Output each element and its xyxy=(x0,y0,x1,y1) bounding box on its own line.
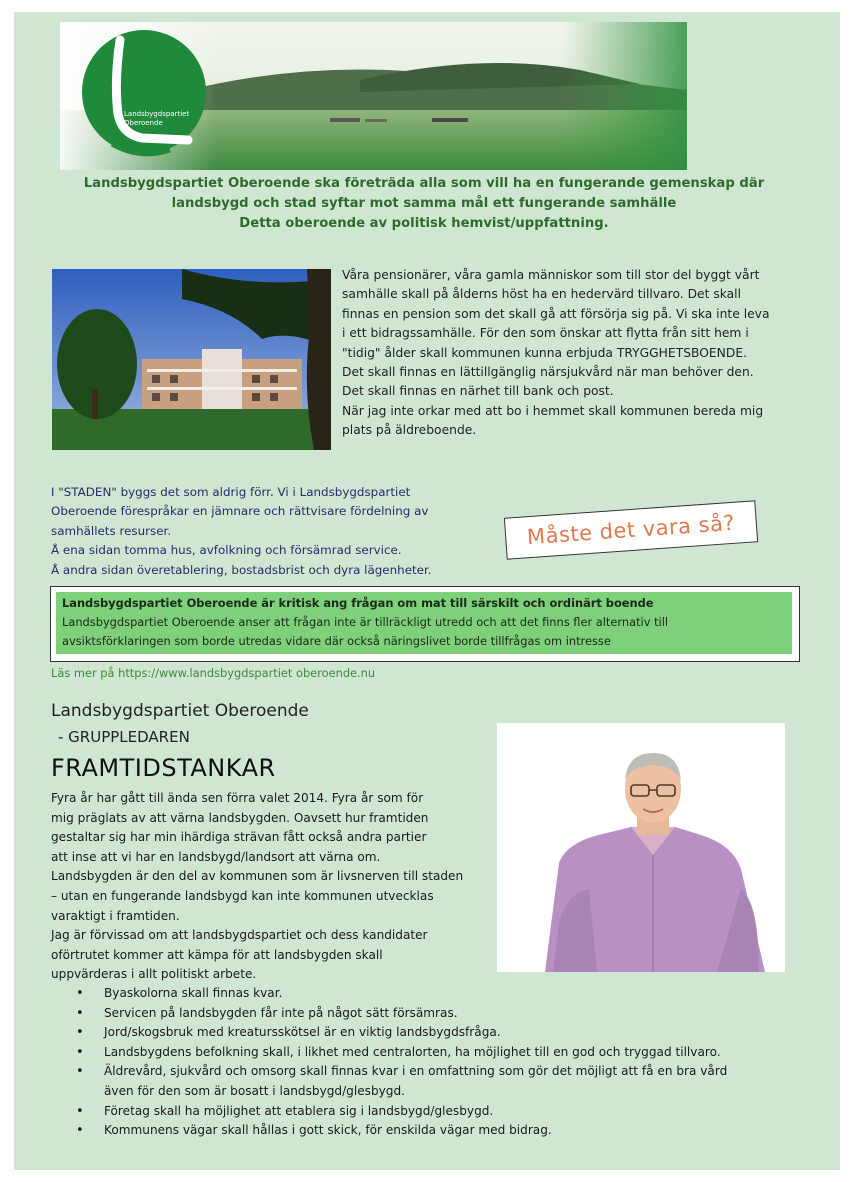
header-banner xyxy=(60,22,687,170)
food-policy-title: Landsbygdspartiet Oberoende är kritisk ang frågan om mat till särskilt och ordinärt boende xyxy=(62,596,654,610)
callout-text: Måste det vara så? xyxy=(526,510,736,550)
text-line: Å ena sidan tomma hus, avfolkning och försämrad service. xyxy=(51,543,402,558)
pension-paragraph xyxy=(342,266,792,441)
text-line: i ett bidragssamhälle. För den som önskar att flytta från sitt hem i xyxy=(342,326,749,341)
article-body xyxy=(51,789,491,985)
text-line: gestaltar sig har min ihärdiga strävan fått också andra partier xyxy=(51,830,427,845)
food-policy-line: Landsbygdspartiet Oberoende anser att frågan inte är tillräckligt utredd och att det finns fler alternativ till xyxy=(62,615,669,629)
text-line: När jag inte orkar med att bo i hemmet skall kommunen bereda mig xyxy=(342,403,764,418)
food-policy-content xyxy=(56,592,792,654)
text-line: plats på äldreboende. xyxy=(342,423,477,438)
text-line: Fyra år har gått till ända sen förra valet 2014. Fyra år som för xyxy=(51,791,424,805)
list-item: • Kommunens vägar skall hållas i gott skick, för enskilda vägar med bidrag. xyxy=(76,1121,796,1141)
callout-box xyxy=(504,500,758,559)
slogan-line: Detta oberoende av politisk hemvist/uppfattning. xyxy=(239,216,609,231)
list-item-continuation: även för den som är bosatt i landsbygd/glesbygd. xyxy=(104,1083,405,1098)
logo-wordmark xyxy=(124,110,204,128)
party-heading: Landsbygdspartiet Oberoende xyxy=(51,701,309,721)
list-item: • Byaskolorna skall finnas kvar. xyxy=(76,984,796,1004)
logo-text-line2: Oberoende xyxy=(124,119,163,127)
text-line: samhällets resurser. xyxy=(51,523,172,538)
list-item: • Landsbygdens befolkning skall, i likhet med centralorten, ha möjlighet till en god och tryggad tillvaro. xyxy=(76,1043,796,1063)
text-line: samhälle skall på ålderns höst ha en hedervärd tillvaro. Det skall xyxy=(342,287,742,302)
text-line: Oberoende förespråkar en jämnare och rättvisare fördelning av xyxy=(51,504,429,519)
group-leader-portrait xyxy=(497,723,785,972)
text-line: mig präglats av att värna landsbygden. Oavsett hur framtiden xyxy=(51,810,429,825)
text-line: Det skall finnas en lättillgänglig närsjukvård när man behöver den. xyxy=(342,365,754,380)
read-more-link[interactable]: Läs mer på https://www.landsbygdspartiet oberoende.nu xyxy=(51,666,376,680)
text-line: finnas en pension som det skall gå att försörja sig på. Vi ska inte leva xyxy=(342,306,770,321)
text-line: uppvärderas i allt politiskt arbete. xyxy=(51,967,257,982)
landscape-illustration xyxy=(60,22,687,170)
text-line: Å andra sidan överetablering, bostadsbrist och dyra lägenheter. xyxy=(51,562,432,577)
text-line: oförtrutet kommer att kämpa för att landsbygden skall xyxy=(51,947,383,962)
flyer-page xyxy=(14,12,840,1170)
list-item: • Servicen på landsbygden får inte på något sätt försämras. xyxy=(76,1004,796,1024)
list-item: • Jord/skogsbruk med kreatursskötsel är en viktig landsbygdsfråga. xyxy=(76,1023,796,1043)
text-line: varaktigt i framtiden. xyxy=(51,908,180,923)
elderly-housing-photo xyxy=(52,269,331,450)
text-line: Det skall finnas en närhet till bank och post. xyxy=(342,384,614,399)
text-line: Våra pensionärer, våra gamla människor som till stor del byggt vårt xyxy=(342,268,760,282)
text-line: – utan en fungerande landsbygd kan inte kommunen utvecklas xyxy=(51,888,434,903)
staden-paragraph xyxy=(51,483,481,580)
list-item: • Företag skall ha möjlighet att etablera sig i landsbygd/glesbygd. xyxy=(76,1102,796,1122)
text-line: att inse att vi har en landsbygd/landsort att värna om. xyxy=(51,849,381,864)
list-item: • Äldrevård, sjukvård och omsorg skall finnas kvar i en omfattning som gör det möjligt att få en bra vård xyxy=(76,1062,796,1082)
policy-bullet-list xyxy=(76,984,796,1141)
food-policy-box xyxy=(50,586,800,662)
text-line: I "STADEN" byggs det som aldrig förr. Vi i Landsbygdspartiet xyxy=(51,485,411,499)
slogan-line: landsbygd och stad syftar mot samma mål ett fungerande samhälle xyxy=(171,196,677,211)
text-line: "tidig" ålder skall kommunen kunna erbjuda TRYGGHETSBOENDE. xyxy=(342,345,748,360)
logo-text-line1: Landsbygdspartiet xyxy=(124,110,190,118)
text-line: Jag är förvissad om att landsbygdspartiet och dess kandidater xyxy=(51,928,428,943)
slogan xyxy=(54,174,794,234)
text-line: Landsbygden är den del av kommunen som är livsnerven till staden xyxy=(51,869,464,884)
party-logo-icon xyxy=(82,30,206,154)
role-heading: - GRUPPLEDAREN xyxy=(58,728,190,746)
slogan-line: Landsbygdspartiet Oberoende ska företräda alla som vill ha en fungerande gemenskap där xyxy=(83,176,765,191)
article-title: FRAMTIDSTANKAR xyxy=(51,754,276,782)
food-policy-line: avsiktsförklaringen som borde utredas vidare där också näringslivet borde tillfrågas om intresse xyxy=(62,634,611,648)
